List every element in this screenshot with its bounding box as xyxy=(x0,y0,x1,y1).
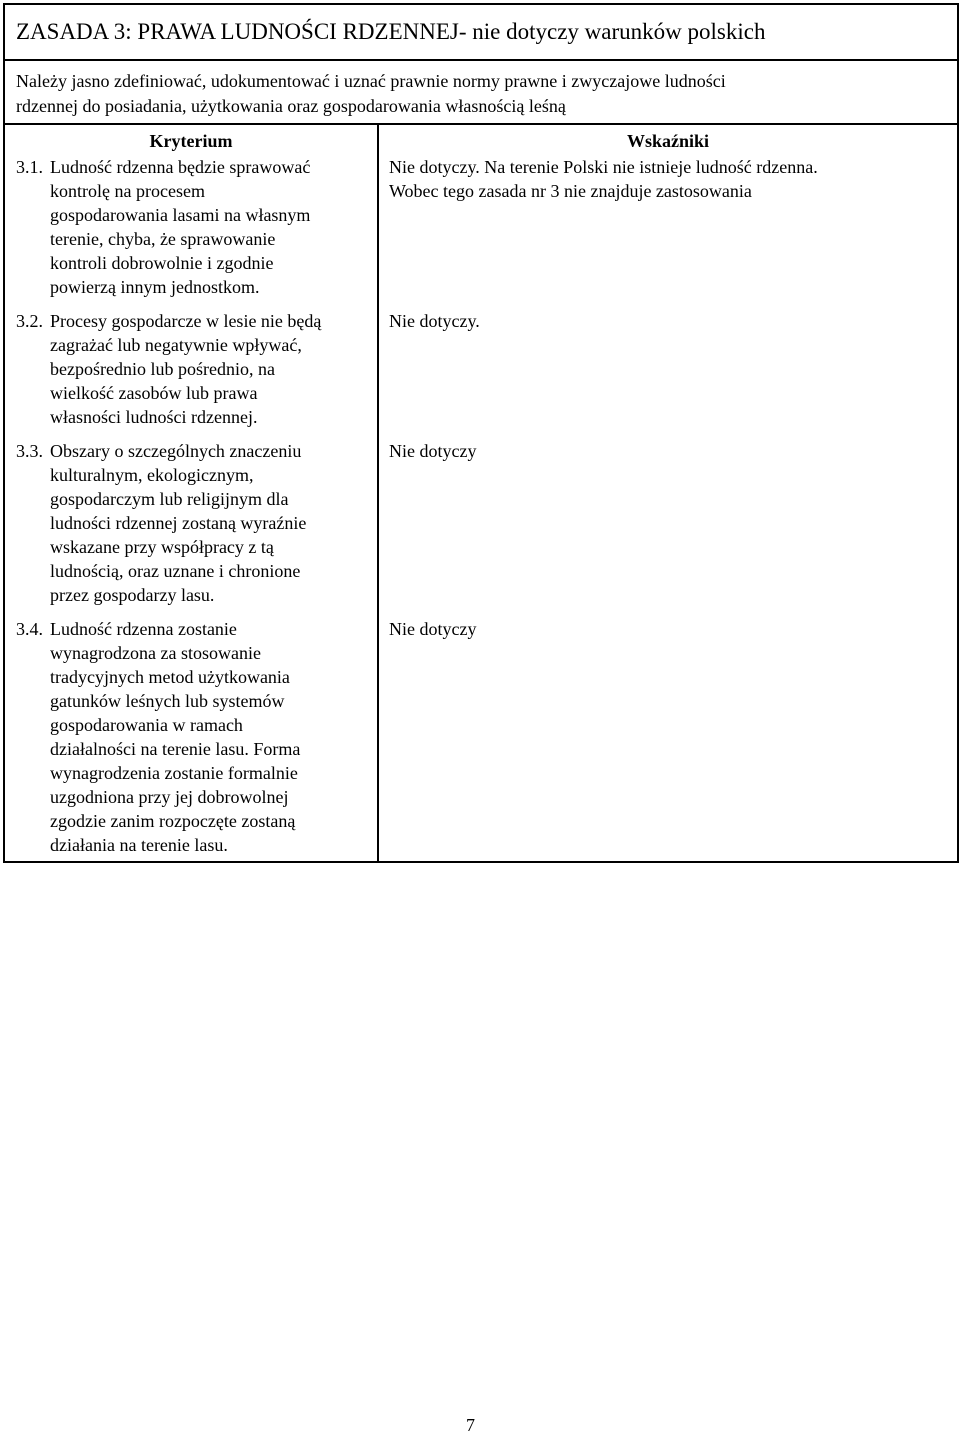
criterion-line: gospodarczym lub religijnym dla xyxy=(50,489,289,509)
criterion-line: uzgodniona przy jej dobrowolnej xyxy=(50,787,289,807)
indicators-column xyxy=(378,153,958,862)
criterion-number: 3.4. xyxy=(16,619,43,639)
criterion-line: własności ludności rdzennej. xyxy=(50,407,258,427)
indicator-3-4 xyxy=(379,617,957,641)
criterion-line: zgodzie zanim rozpoczęte zostaną xyxy=(50,811,296,831)
criterion-line: wielkość zasobów lub prawa xyxy=(50,383,258,403)
criterion-line: powierzą innym jednostkom. xyxy=(50,277,260,297)
criterion-line: Ludność rdzenna będzie sprawować xyxy=(50,157,311,177)
indicator-3-3 xyxy=(379,439,957,617)
principle-intro xyxy=(4,60,958,124)
indicator-line: Nie dotyczy. Na terenie Polski nie istnieje ludność rdzenna. xyxy=(389,157,818,177)
principle-table xyxy=(3,3,959,863)
criterion-line: zagrażać lub negatywnie wpływać, xyxy=(50,335,302,355)
criterion-number: 3.3. xyxy=(16,441,43,461)
criterion-line: gospodarowania lasami na własnym xyxy=(50,205,311,225)
criterion-number: 3.1. xyxy=(16,157,43,177)
header-indicators-label: Wskaźniki xyxy=(626,131,710,151)
criterion-3-4 xyxy=(5,617,377,857)
criterion-line: kulturalnym, ekologicznym, xyxy=(50,465,254,485)
indicator-line: Nie dotyczy xyxy=(389,441,477,461)
indicator-3-2 xyxy=(379,309,957,439)
header-criterion: Kryterium xyxy=(4,124,378,153)
criterion-number: 3.2. xyxy=(16,311,43,331)
criterion-line: Procesy gospodarcze w lesie nie będą xyxy=(50,311,322,331)
criterion-line: wskazane przy współpracy z tą xyxy=(50,537,274,557)
criterion-line: tradycyjnych metod użytkowania xyxy=(50,667,290,687)
intro-line: rdzennej do posiadania, użytkowania oraz gospodarowania własnością leśną xyxy=(16,96,566,116)
intro-line: Należy jasno zdefiniować, udokumentować i uznać prawnie normy prawne i zwyczajowe ludności xyxy=(16,71,726,91)
criterion-line: ludności rdzennej zostaną wyraźnie xyxy=(50,513,307,533)
criterion-3-1 xyxy=(5,155,377,299)
criterion-line: ludnością, oraz uznane i chronione xyxy=(50,561,301,581)
criterion-text xyxy=(50,309,377,429)
criterion-3-3 xyxy=(5,439,377,607)
indicator-line: Nie dotyczy xyxy=(389,619,477,639)
criterion-line: gatunków leśnych lub systemów xyxy=(50,691,285,711)
indicator-line: Nie dotyczy. xyxy=(389,311,480,331)
criterion-line: kontroli dobrowolnie i zgodnie xyxy=(50,253,274,273)
criterion-text xyxy=(50,439,377,607)
indicator-line: Wobec tego zasada nr 3 nie znajduje zastosowania xyxy=(389,181,752,201)
page-number: 7 xyxy=(466,1415,475,1435)
criterion-text xyxy=(50,617,377,857)
criterion-line: wynagrodzona za stosowanie xyxy=(50,643,261,663)
criterion-line: gospodarowania w ramach xyxy=(50,715,243,735)
principle-title: ZASADA 3: PRAWA LUDNOŚCI RDZENNEJ- nie dotyczy warunków polskich xyxy=(4,4,958,60)
criteria-column xyxy=(4,153,378,862)
criterion-line: działania na terenie lasu. xyxy=(50,835,228,855)
criterion-3-2 xyxy=(5,309,377,429)
criterion-line: Obszary o szczególnych znaczeniu xyxy=(50,441,302,461)
criterion-line: wynagrodzenia zostanie formalnie xyxy=(50,763,298,783)
criterion-line: terenie, chyba, że sprawowanie xyxy=(50,229,276,249)
header-indicators xyxy=(378,124,958,153)
criterion-line: działalności na terenie lasu. Forma xyxy=(50,739,301,759)
criterion-text xyxy=(50,155,377,299)
criterion-line: Ludność rdzenna zostanie xyxy=(50,619,237,639)
criterion-line: kontrolę na procesem xyxy=(50,181,205,201)
criterion-line: bezpośrednio lub pośrednio, na xyxy=(50,359,275,379)
criterion-line: przez gospodarzy lasu. xyxy=(50,585,215,605)
indicator-3-1 xyxy=(379,155,957,309)
